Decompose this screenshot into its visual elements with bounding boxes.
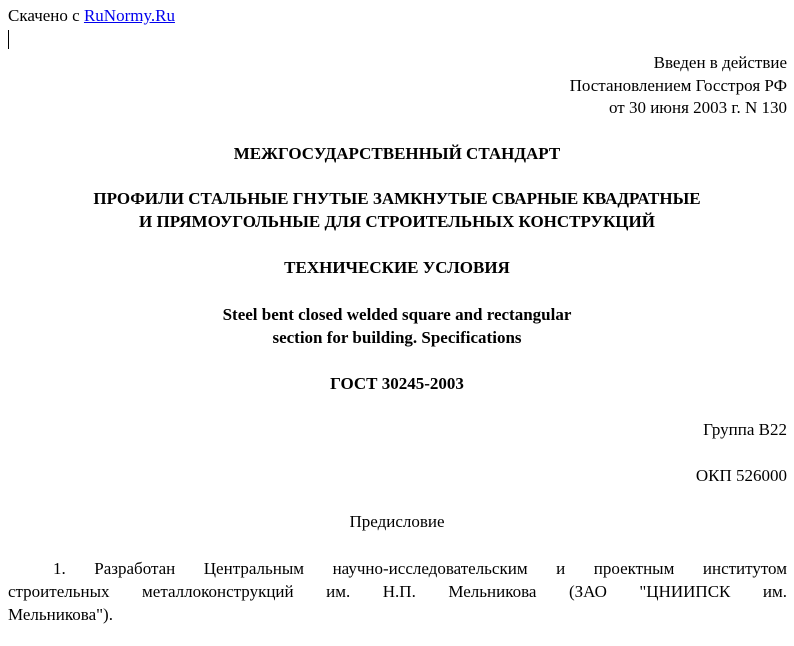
document-subtitle: ТЕХНИЧЕСКИЕ УСЛОВИЯ	[284, 258, 510, 277]
english-title-line-1: Steel bent closed welded square and rectangular	[222, 305, 572, 324]
document-title-line-2: И ПРЯМОУГОЛЬНЫЕ ДЛЯ СТРОИТЕЛЬНЫХ КОНСТРУКЦИЙ	[139, 212, 655, 231]
okp-code: ОКП 526000	[695, 466, 787, 485]
document-title-line-1: ПРОФИЛИ СТАЛЬНЫЕ ГНУТЫЕ ЗАМКНУТЫЕ СВАРНЫЕ КВАДРАТНЫЕ	[93, 189, 701, 208]
enactment-line-3: от 30 июня 2003 г. N 130	[608, 98, 787, 117]
download-prefix: Скачено с	[8, 6, 80, 25]
foreword-line-1: 1. Разработан Центральным научно-исследовательским и проектным институтом	[53, 559, 787, 578]
english-title	[0, 303, 794, 349]
standard-code: ГОСТ 30245-2003	[330, 374, 464, 393]
enactment-line-2: Постановлением Госстроя РФ	[569, 75, 787, 95]
enactment-line-1: Введен в действие	[653, 53, 787, 72]
enactment-note	[570, 52, 787, 120]
foreword-line-3: Мельникова").	[8, 605, 113, 624]
foreword-paragraph	[8, 557, 787, 626]
text-cursor	[8, 30, 9, 49]
download-source	[8, 6, 175, 26]
foreword-line-2: строительных металлоконструкций им. Н.П. Мельникова (ЗАО "ЦНИИПСК им.	[8, 582, 787, 601]
document-title	[0, 187, 794, 233]
runormy-link[interactable]: RuNormy.Ru	[83, 6, 175, 25]
group-code: Группа В22	[703, 420, 787, 439]
document-kind: МЕЖГОСУДАРСТВЕННЫЙ СТАНДАРТ	[233, 144, 561, 163]
english-title-line-2: section for building. Specifications	[272, 328, 522, 347]
foreword-heading: Предисловие	[349, 512, 445, 531]
